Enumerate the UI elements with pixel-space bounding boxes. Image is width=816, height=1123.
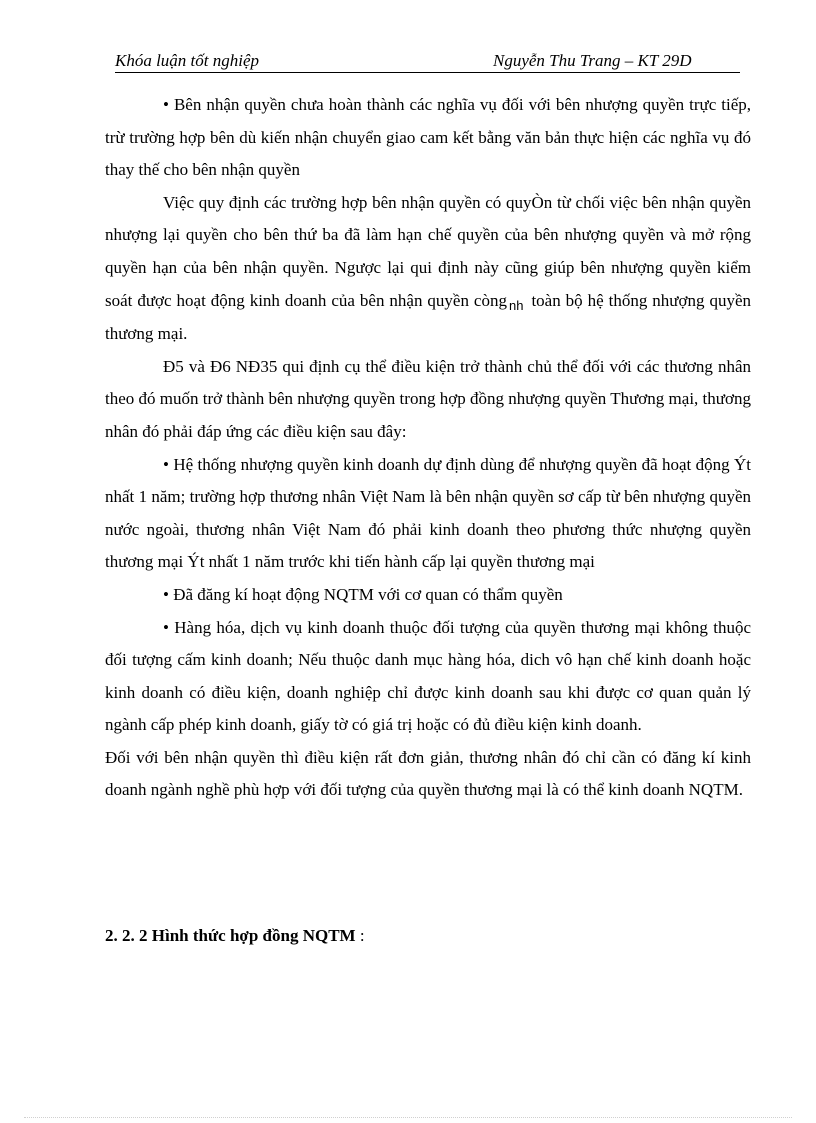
page-header	[115, 50, 740, 73]
paragraph-2-tail: toàn bộ hệ thống nhượng quyền thương mại.	[105, 290, 751, 344]
section-colon: :	[359, 926, 365, 945]
paragraph-3: Đ5 và Đ6 NĐ35 qui định cụ thể điều kiện trở thành chủ thể đối với các thương nhân theo đó muốn trở thành bên nhượng quyền trong hợp đồng nhượng quyền Thương mại, thương nhân đó phải đáp ứng các điều kiện sau đây:	[105, 356, 751, 441]
paragraph-4: • Hệ thống nhượng quyền kinh doanh dự định dùng để nhượng quyền đã hoạt động Ýt nhất 1 năm; trường hợp thương nhân Việt Nam là bên nhận quyền sơ cấp từ bên nhượng quyền nước ngoài, thương nhân Việt Nam đó phải kinh doanh theo phương thức nhượng quyền thương mại Ýt nhất 1 năm trước khi tiến hành cấp lại quyền thương mại	[105, 454, 751, 572]
section-number: 2. 2. 2	[105, 926, 148, 945]
paragraph-2-text: Việc quy định các trường hợp bên nhận quyền có quyÒn từ chối việc bên nhận quyền nhượng lại quyền cho bên thứ ba đã làm hạn chế quyền của bên nhượng quyền và mở rộng quyền hạn của bên nhận quyền. Ngược lại qui định này cũng giúp bên nhượng quyền kiểm soát được hoạt động kinh doanh của bên nhận quyền còng	[105, 192, 751, 310]
paragraph-7: Đối với bên nhận quyền thì điều kiện rất đơn giản, thương nhân đó chỉ cần có đăng kí kinh doanh ngành nghề phù hợp với đối tượng của quyền thương mại là có thể kinh doanh NQTM.	[105, 747, 751, 800]
inline-nh-fragment: nh	[508, 297, 524, 313]
paragraph-5: • Đã đăng kí hoạt động NQTM với cơ quan có thẩm quyền	[163, 584, 563, 604]
section-title: Hình thức hợp đồng NQTM	[151, 926, 356, 945]
section-heading	[105, 926, 365, 946]
header-author-label: Nguyễn Thu Trang – KT 29D	[493, 51, 692, 70]
paragraph-2	[105, 187, 751, 351]
header-thesis-label: Khóa luận tốt nghiệp	[115, 51, 260, 70]
paragraph-6: • Hàng hóa, dịch vụ kinh doanh thuộc đối tượng của quyền thương mại không thuộc đối tượng cấm kinh doanh; Nếu thuộc danh mục hàng hóa, dich vô hạn chế kinh doanh hoặc kinh doanh có điều kiện, doanh nghiệp chỉ được kinh doanh sau khi được cơ quan quản lý ngành cấp phép kinh doanh, giấy tờ có giá trị hoặc có đủ điều kiện kinh doanh.	[105, 617, 751, 735]
page-bottom-border	[24, 1117, 792, 1118]
document-body	[105, 89, 751, 807]
paragraph-1: • Bên nhận quyền chưa hoàn thành các nghĩa vụ đối với bên nhượng quyền trực tiếp, trừ trường hợp bên dù kiến nhận chuyển giao cam kết bằng văn bản thực hiện các nghĩa vụ đó thay thế cho bên nhận quyền	[105, 95, 751, 180]
